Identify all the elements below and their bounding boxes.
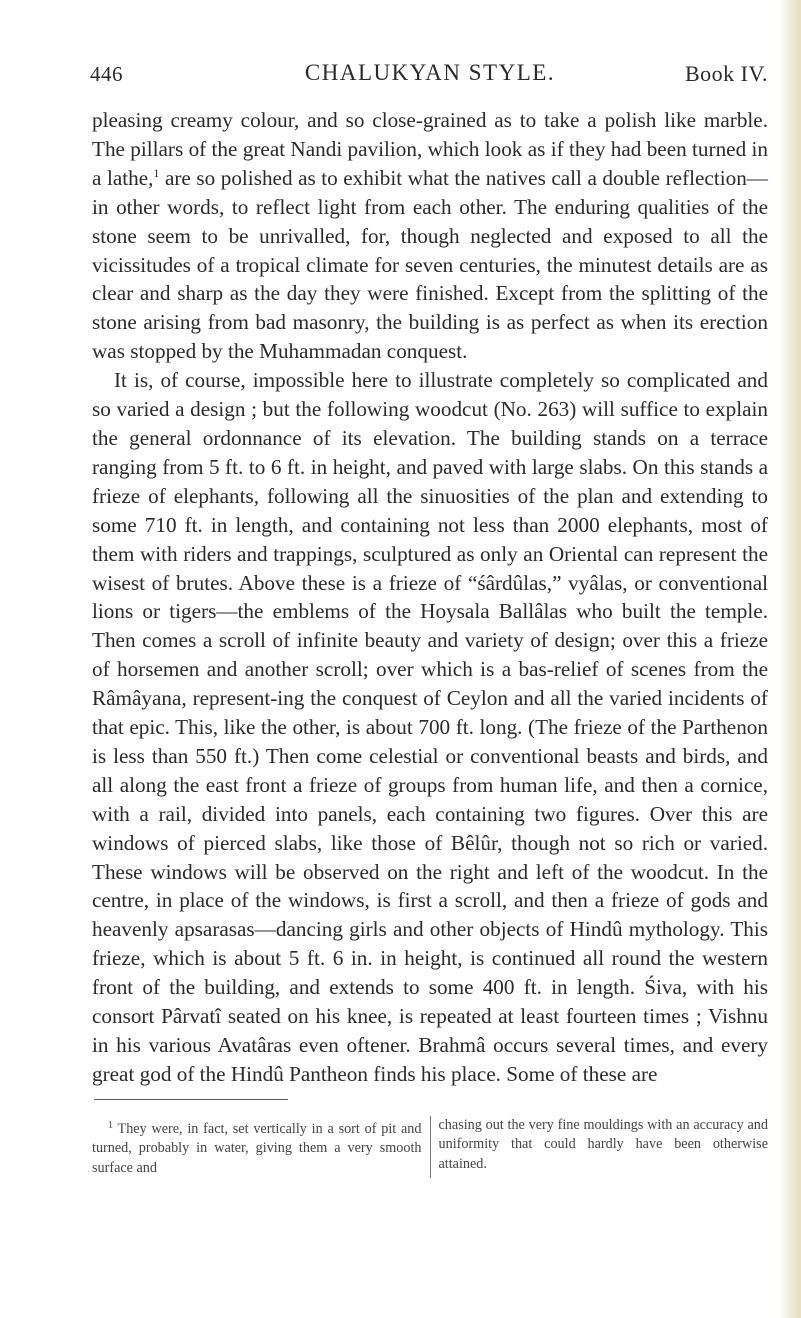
footnote-left-column bbox=[92, 1116, 430, 1179]
book-label: Book IV. bbox=[684, 61, 768, 86]
footnote bbox=[92, 1116, 768, 1179]
paragraph-1-text: pleasing creamy colour, and so close-grained as to take a polish like marble. The pillars of the great Nandi pavilion, which look as if they had been turned in a lathe, bbox=[92, 108, 768, 190]
running-header bbox=[92, 56, 768, 92]
paragraph-1-text-continued: are so polished as to exhibit what the natives call a double reflection—in other words, to reflect light from each other. The enduring qualities of the stone seem to be unrivalled, for, though neglected and exposed to all the vicissitudes of a tropical climate for seven centuries, the minutest details are as clear and sharp as the day they were finished. Except from the splitting of the stone arising from bad masonry, the building is as perfect as when its erection was stopped by the Muhammadan conquest. bbox=[92, 165, 768, 364]
footnote-divider bbox=[94, 1099, 288, 1100]
footnote-mark: 1 bbox=[108, 1119, 113, 1131]
book-page bbox=[92, 56, 768, 1178]
page-number: 446 bbox=[90, 62, 123, 86]
footnote-right-text: chasing out the very fine mouldings with an accuracy and uniformity that could hardly have been otherwise attained. bbox=[438, 1116, 768, 1172]
page-edge-shadow bbox=[779, 0, 801, 1318]
paragraph-1 bbox=[92, 106, 768, 366]
footnote-right-column bbox=[430, 1116, 769, 1179]
footnote-left-text: They were, in fact, set vertically in a sort of pit and turned, probably in water, giving them a very smooth surface and bbox=[92, 1120, 422, 1176]
paragraph-2: It is, of course, impossible here to illustrate completely so complicated and so varied a design ; but the following woodcut (No. 263) will suffice to explain the general ordonnance of its elevation. The building stands on a terrace ranging from 5 ft. to 6 ft. in height, and paved with large slabs. On this stands a frieze of elephants, following all the sinuosities of the plan and extending to some 710 ft. in length, and containing not less than 2000 elephants, most of them with riders and trappings, sculptured as only an Oriental can represent the wisest of brutes. Above these is a frieze of “śârdûlas,” vyâlas, or conventional lions or tigers—the emblems of the Hoysala Ballâlas who built the temple. Then comes a scroll of infinite beauty and variety of design; over this a frieze of horsemen and another scroll; over which is a bas-relief of scenes from the Râmâyana, represent-ing the conquest of Ceylon and all the varied incidents of that epic. This, like the other, is about 700 ft. long. (The frieze of the Parthenon is less than 550 ft.) Then come celestial or conventional beasts and birds, and all along the east front a frieze of groups from human life, and then a cornice, with a rail, divided into panels, each containing two figures. Over this are windows of pierced slabs, like those of Bêlûr, though not so rich or varied. These windows will be observed on the right and left of the woodcut. In the centre, in place of the windows, is first a scroll, and then a frieze of gods and heavenly apsarasas—dancing girls and other objects of Hindû mythology. This frieze, which is about 5 ft. 6 in. in height, is continued all round the western front of the building, and extends to some 400 ft. in length. Śiva, with his consort Pârvatî seated on his knee, is repeated at least fourteen times ; Vishnu in his various Avatâras even oftener. Brahmâ occurs several times, and every great god of the Hindû Pantheon finds his place. Some of these are bbox=[92, 368, 768, 1086]
footnote-reference[interactable]: 1 bbox=[153, 165, 160, 180]
body-text bbox=[92, 106, 768, 1089]
running-title: CHALUKYAN STYLE. bbox=[304, 60, 556, 85]
